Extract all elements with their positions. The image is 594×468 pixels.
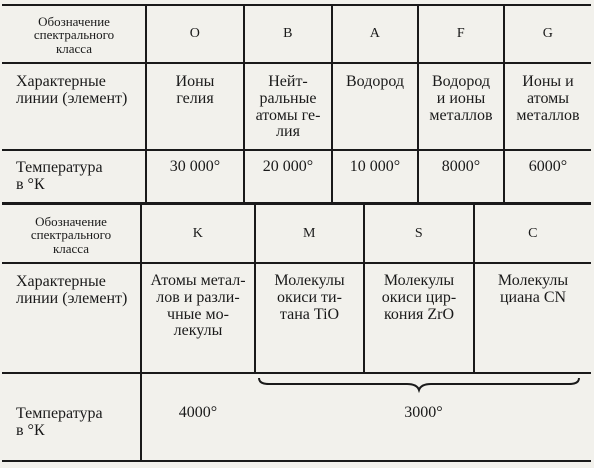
lines-s: Молекулы окиси цир- кония ZrO xyxy=(381,272,457,323)
temperature-a: 10 000° xyxy=(349,157,401,175)
spectral-class-a: A xyxy=(369,25,381,41)
rule xyxy=(2,460,591,462)
spectral-class-header-label: Обозначение спектрального класса xyxy=(33,13,115,56)
lines-c: Молекулы циана CN xyxy=(497,272,569,306)
spectral-class-k: K xyxy=(192,225,204,241)
spectral-class-b: B xyxy=(283,25,293,41)
spectral-class-f: F xyxy=(456,25,466,41)
rule xyxy=(2,202,591,205)
spectral-class-c: C xyxy=(528,225,538,241)
spectral-class-s: S xyxy=(414,225,424,241)
spectral-class-m: M xyxy=(303,225,316,241)
temperature-g: 6000° xyxy=(528,157,568,175)
lines-g: Ионы и атомы металлов xyxy=(516,73,580,124)
temperature-k: 4000° xyxy=(178,403,218,421)
temperature-b: 20 000° xyxy=(262,157,314,175)
rule xyxy=(2,372,591,374)
lines-k: Атомы метал- лов и разли- чные мо- лекулы xyxy=(150,272,246,340)
temperature-f: 8000° xyxy=(441,157,481,175)
lines-a: Водород xyxy=(345,73,405,90)
temperature-label: Температура в °К xyxy=(16,159,103,193)
spectral-class-header-label-bottom: Обозначение спектрального класса xyxy=(30,213,112,256)
grouping-brace xyxy=(257,377,581,391)
spectral-class-o: O xyxy=(189,25,201,41)
lines-m: Молекулы окиси ти- тана TiO xyxy=(274,272,345,323)
temperature-label-bottom: Температура в °К xyxy=(16,405,103,439)
spectral-class-g: G xyxy=(542,25,554,41)
rule xyxy=(2,262,591,264)
lines-b: Нейт- ральные атомы ге- лия xyxy=(255,73,321,141)
characteristic-lines-label: Характерные линии (элемент) xyxy=(16,73,128,107)
lines-o: Ионы гелия xyxy=(175,73,215,107)
characteristic-lines-label-bottom: Характерные линии (элемент) xyxy=(16,273,128,307)
temperature-o: 30 000° xyxy=(169,157,221,175)
lines-f: Водород и ионы металлов xyxy=(429,73,493,124)
temperature-shared-mosc: 3000° xyxy=(404,403,443,421)
